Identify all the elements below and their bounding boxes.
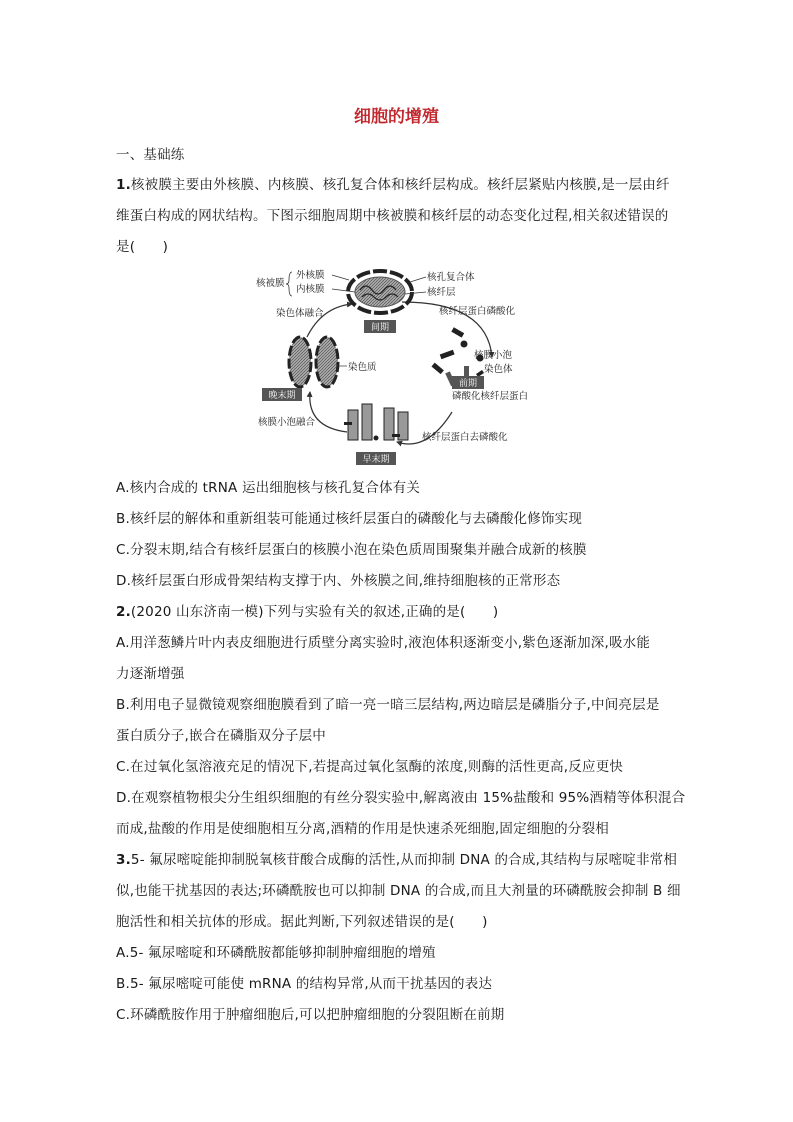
- question-3-option-a: A.5- 氟尿嘧啶和环磷酰胺都能够抑制肿瘤细胞的增殖: [116, 945, 436, 961]
- question-3-line-2: 似,也能干扰基因的表达;环磷酰胺也可以抑制 DNA 的合成,而且大剂量的环磷酰胺会抑制 B 细: [116, 883, 681, 899]
- label-lamin-dephosphorylation: 核纤层蛋白去磷酸化: [422, 432, 508, 443]
- label-nuclear-envelope: 核被膜: [256, 278, 285, 289]
- question-1-line-2: 维蛋白构成的网状结构。下图示细胞周期中核被膜和核纤层的动态变化过程,相关叙述错误的: [116, 208, 669, 224]
- question-1-option-c: C.分裂末期,结合有核纤层蛋白的核膜小泡在染色质周围聚集并融合成新的核膜: [116, 542, 587, 558]
- prophase-box: [452, 376, 484, 389]
- question-2-option-c: C.在过氧化氢溶液充足的情况下,若提高过氧化氢酶的浓度,则酶的活性更高,反应更快: [116, 759, 624, 775]
- cycle-arrow-early-to-late-telophase: [310, 392, 347, 432]
- question-1-option-a: A.核内合成的 tRNA 运出细胞核与核孔复合体有关: [116, 480, 421, 496]
- svg-text:晚末期: 晚末期: [268, 391, 296, 401]
- label-vesicle: 核膜小泡: [474, 350, 513, 361]
- label-chromosome-fusion: 染色体融合: [276, 308, 324, 319]
- question-2-number: 2.: [116, 604, 131, 620]
- section-heading: 一、基础练: [116, 147, 185, 163]
- question-1-line-3: 是( ): [116, 239, 169, 255]
- label-pore-complex: 核孔复合体: [427, 272, 475, 283]
- page-title: 细胞的增殖: [354, 107, 439, 127]
- question-2-stem: 2.(2020 山东济南一模)下列与实验有关的叙述,正确的是( ): [116, 604, 499, 620]
- label-vesicle-fusion: 核膜小泡融合: [258, 417, 316, 428]
- svg-text:前期: 前期: [458, 379, 478, 389]
- question-1-number: 1.: [116, 177, 131, 193]
- question-2-option-b-line-2: 蛋白质分子,嵌合在磷脂双分子层中: [116, 728, 326, 744]
- question-3-line-1: 3.5- 氟尿嘧啶能抑制脱氧核苷酸合成酶的活性,从而抑制 DNA 的合成,其结构与尿嘧啶非常相: [116, 852, 678, 868]
- nuclear-envelope-cycle-figure: [252, 262, 552, 474]
- question-3-option-c: C.环磷酰胺作用于肿瘤细胞后,可以把肿瘤细胞的分裂阻断在前期: [116, 1007, 505, 1023]
- label-lamina: 核纤层: [427, 287, 456, 298]
- question-3-number: 3.: [116, 852, 131, 868]
- label-outer-membrane: 外核膜: [296, 270, 325, 281]
- svg-text:早末期: 早末期: [362, 455, 390, 465]
- early-telophase-chromosomes: [344, 404, 408, 441]
- label-chromosome: 染色体: [484, 364, 513, 375]
- question-2-option-a-line-2: 力逐渐增强: [116, 666, 185, 682]
- interphase-nucleus: [348, 271, 412, 313]
- label-lamin-phosphorylation: 核纤层蛋白磷酸化: [439, 306, 516, 317]
- interphase-box: [364, 320, 396, 333]
- label-inner-membrane: 内核膜: [296, 284, 325, 295]
- label-phosphorylated-lamin: 磷酸化核纤层蛋白: [452, 391, 529, 402]
- early-telophase-box: [356, 452, 396, 465]
- question-3-option-b: B.5- 氟尿嘧啶可能使 mRNA 的结构异常,从而干扰基因的表达: [116, 976, 493, 992]
- question-1-line-1: 1.核被膜主要由外核膜、内核膜、核孔复合体和核纤层构成。核纤层紧贴内核膜,是一层由纤: [116, 177, 670, 193]
- svg-text:间期: 间期: [370, 323, 390, 333]
- question-1-option-b: B.核纤层的解体和重新组装可能通过核纤层蛋白的磷酸化与去磷酸化修饰实现: [116, 511, 583, 527]
- question-2-option-d-line-2: 而成,盐酸的作用是使细胞相互分离,酒精的作用是快速杀死细胞,固定细胞的分裂相: [116, 821, 609, 837]
- label-chromatin: 染色质: [348, 362, 377, 373]
- question-2-option-a-line-1: A.用洋葱鳞片叶内表皮细胞进行质壁分离实验时,液泡体积逐渐变小,紫色逐渐加深,吸水能: [116, 635, 651, 651]
- question-1-option-d: D.核纤层蛋白形成骨架结构支撑于内、外核膜之间,维持细胞核的正常形态: [116, 573, 561, 589]
- question-2-option-d-line-1: D.在观察植物根尖分生组织细胞的有丝分裂实验中,解离液由 15%盐酸和 95%酒精等体积混合: [116, 790, 686, 806]
- late-telophase-nuclei: [289, 337, 338, 387]
- question-2-option-b-line-1: B.利用电子显微镜观察细胞膜看到了暗一亮一暗三层结构,两边暗层是磷脂分子,中间亮层是: [116, 697, 660, 713]
- question-3-line-3: 胞活性和相关抗体的形成。据此判断,下列叙述错误的是( ): [116, 914, 488, 930]
- late-telophase-box: [262, 388, 302, 401]
